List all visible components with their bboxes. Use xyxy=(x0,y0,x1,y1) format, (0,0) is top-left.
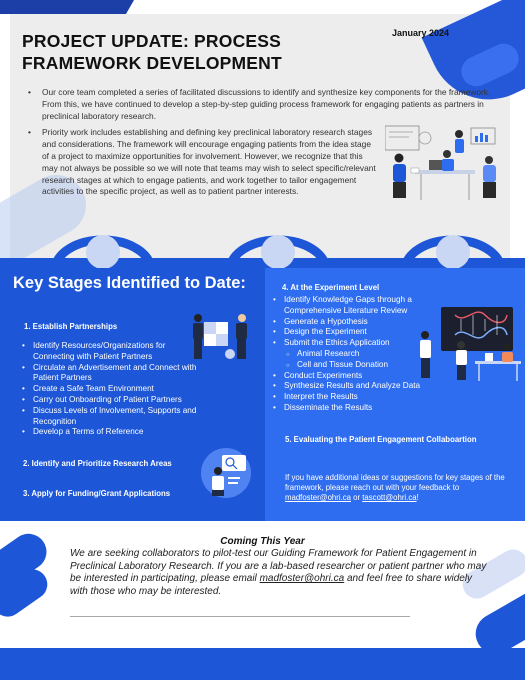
divider xyxy=(70,616,410,617)
intro-bullet: • Priority work includes establishing and defining key preclinical laboratory research stages and considerations. The framework will encourage engaging patients from the idea stage of a project to maximize opportunities for involvement. However, we recognize that this may not always be possible so we will note that teams may wish to select specific/relevant research stages at which to engage patients, and work together to tailor engagement activities to the specific project, as well as to patient partner interests. xyxy=(28,127,378,198)
coming-body: We are seeking collaborators to pilot-test our Guiding Framework for Patient Engagement in Preclinical Laboratory Research. If you are a lab-based researcher or patient partner who may be interested in participating, please email xyxy=(70,548,487,585)
coming-this-year-title: Coming This Year xyxy=(220,536,305,547)
stage-2-heading: 2. Identify and Prioritize Research Areas xyxy=(23,459,172,468)
email-link-madfoster[interactable]: madfoster@ohri.ca xyxy=(285,493,351,502)
list-item: • Interpret the Results xyxy=(273,392,443,403)
feedback-text: If you have additional ideas or suggestions for key stages of the framework, please reach out with your feedback to xyxy=(285,473,505,492)
issue-date: January 2024 xyxy=(392,28,450,38)
feedback-or: or xyxy=(353,493,361,502)
list-item: • Generate a Hypothesis xyxy=(273,317,443,328)
stage-3-heading: 3. Apply for Funding/Grant Applications xyxy=(23,489,171,498)
list-item: • Develop a Terms of Reference xyxy=(22,427,202,438)
list-item: • Submit the Ethics Application xyxy=(273,338,443,349)
page-title: PROJECT UPDATE: PROCESS FRAMEWORK DEVELOPMENT xyxy=(22,31,282,73)
list-item: • Discuss Levels of Involvement, Supports and Recognition xyxy=(22,406,202,428)
stage-4-heading: 4. At the Experiment Level xyxy=(282,283,380,292)
top-left-decoration xyxy=(0,0,134,14)
coming-email-link[interactable]: madfoster@ohri.ca xyxy=(259,573,345,585)
list-item: • Identify Knowledge Gaps through a Comprehensive Literature Review xyxy=(273,295,443,317)
team-meeting-illustration xyxy=(385,124,503,206)
list-item: • Disseminate the Results xyxy=(273,403,443,414)
lab-research-illustration xyxy=(415,305,525,383)
puzzle-partners-illustration xyxy=(190,310,252,362)
list-item: • Conduct Experiments xyxy=(273,371,443,382)
list-subitem: ○ Animal Research xyxy=(273,349,443,360)
list-item: • Carry out Onboarding of Patient Partners xyxy=(22,395,202,406)
list-subitem: ○ Cell and Tissue Donation xyxy=(273,360,443,371)
stage-1-heading: 1. Establish Partnerships xyxy=(24,322,118,331)
feedback-end: ! xyxy=(416,493,419,502)
stage-1-list xyxy=(22,341,202,438)
data-review-illustration xyxy=(200,447,252,499)
list-item: • Synthesize Results and Analyze Data xyxy=(273,381,443,392)
coming-body-end: and feel free to share widely with those who may be interested. xyxy=(70,573,473,597)
list-item: • Identify Resources/Organizations for Connecting with Patient Partners xyxy=(22,341,202,363)
coming-this-year-text xyxy=(70,548,490,598)
list-item: • Create a Safe Team Environment xyxy=(22,384,202,395)
list-item: • Circulate an Advertisement and Connect with Patient Partners xyxy=(22,363,202,385)
email-link-tascott[interactable]: tascott@ohri.ca xyxy=(362,493,417,502)
list-item: • Design the Experiment xyxy=(273,327,443,338)
bottom-bar xyxy=(0,648,525,680)
feedback-note xyxy=(285,473,521,503)
stage-5-heading: 5. Evaluating the Patient Engagement Collaboartion xyxy=(285,435,477,444)
intro-bullet: • Our core team completed a series of facilitated discussions to identify and synthesize key components for the framework. From this, we have continued to develop a step-by-step guiding process framework for engaging patients as partners in preclinical laboratory research. xyxy=(28,87,506,122)
key-stages-title: Key Stages Identified to Date: xyxy=(13,274,246,292)
